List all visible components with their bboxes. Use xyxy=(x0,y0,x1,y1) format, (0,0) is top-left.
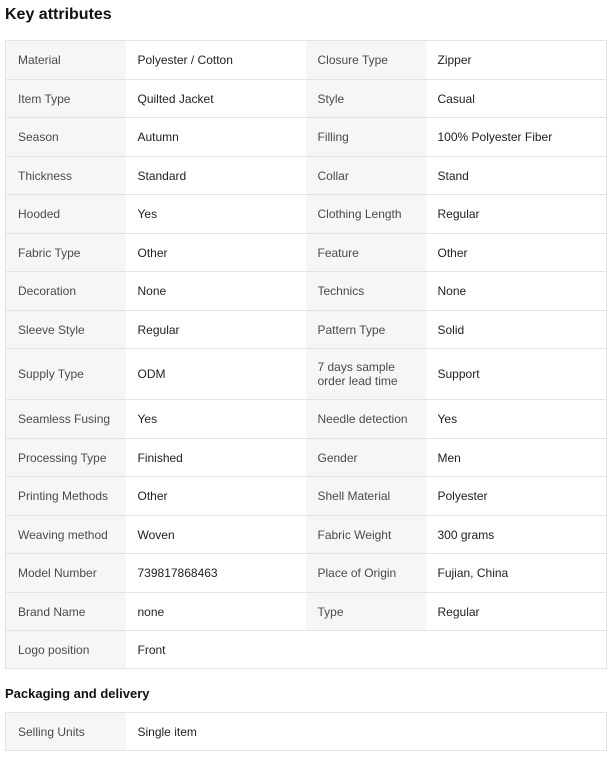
attribute-value: Men xyxy=(426,439,607,477)
attribute-value: 300 grams xyxy=(426,516,607,554)
empty-cell xyxy=(306,631,426,669)
attribute-label: Brand Name xyxy=(6,593,126,631)
attribute-value: Yes xyxy=(126,400,306,439)
packaging-rows xyxy=(6,713,607,751)
empty-cell xyxy=(426,713,607,751)
attribute-row xyxy=(6,272,607,311)
attribute-label: Weaving method xyxy=(6,516,126,554)
attribute-label: Selling Units xyxy=(6,713,126,751)
attribute-label: Sleeve Style xyxy=(6,311,126,349)
attribute-row xyxy=(6,439,607,477)
attribute-value: Regular xyxy=(426,593,607,631)
attribute-label: Pattern Type xyxy=(306,311,426,349)
attribute-label: 7 days sample order lead time xyxy=(306,349,426,400)
attribute-value: Front xyxy=(126,631,306,669)
attribute-label: Seamless Fusing xyxy=(6,400,126,439)
attribute-label: Shell Material xyxy=(306,477,426,516)
attribute-label: Processing Type xyxy=(6,439,126,477)
attribute-value: Single item xyxy=(126,713,306,751)
attribute-row xyxy=(6,593,607,631)
attribute-value: Other xyxy=(126,234,306,272)
attribute-value: 100% Polyester Fiber xyxy=(426,118,607,157)
attribute-label: Style xyxy=(306,80,426,118)
attribute-label: Model Number xyxy=(6,554,126,593)
attribute-label: Technics xyxy=(306,272,426,311)
attribute-value: Zipper xyxy=(426,41,607,80)
attribute-row xyxy=(6,118,607,157)
attribute-value: Other xyxy=(426,234,607,272)
empty-cell xyxy=(426,631,607,669)
attribute-label: Collar xyxy=(306,157,426,195)
attribute-label: Clothing Length xyxy=(306,195,426,234)
attribute-label: Feature xyxy=(306,234,426,272)
attribute-value: None xyxy=(426,272,607,311)
attribute-value: Casual xyxy=(426,80,607,118)
attribute-value: Autumn xyxy=(126,118,306,157)
attribute-label: Material xyxy=(6,41,126,80)
attribute-value: Fujian, China xyxy=(426,554,607,593)
attribute-row xyxy=(6,41,607,80)
attribute-value: Other xyxy=(126,477,306,516)
attribute-value: Polyester / Cotton xyxy=(126,41,306,80)
attribute-value: ODM xyxy=(126,349,306,400)
attribute-value: Standard xyxy=(126,157,306,195)
attribute-row xyxy=(6,400,607,439)
attribute-row xyxy=(6,349,607,400)
attribute-label: Fabric Type xyxy=(6,234,126,272)
attribute-row xyxy=(6,477,607,516)
attribute-value: None xyxy=(126,272,306,311)
attribute-label: Filling xyxy=(306,118,426,157)
attribute-label: Place of Origin xyxy=(306,554,426,593)
attribute-value: none xyxy=(126,593,306,631)
attribute-label: Closure Type xyxy=(306,41,426,80)
attribute-value: Support xyxy=(426,349,607,400)
attribute-row xyxy=(6,713,607,751)
attribute-value: Yes xyxy=(426,400,607,439)
attribute-value: Polyester xyxy=(426,477,607,516)
attribute-value: Yes xyxy=(126,195,306,234)
attribute-value: Regular xyxy=(126,311,306,349)
attribute-row xyxy=(6,554,607,593)
attribute-value: Quilted Jacket xyxy=(126,80,306,118)
attribute-row xyxy=(6,80,607,118)
attribute-label: Item Type xyxy=(6,80,126,118)
attribute-row xyxy=(6,195,607,234)
attribute-value: Solid xyxy=(426,311,607,349)
attribute-label: Fabric Weight xyxy=(306,516,426,554)
attribute-label: Needle detection xyxy=(306,400,426,439)
key-attributes-table xyxy=(5,40,607,669)
attribute-label: Logo position xyxy=(6,631,126,669)
empty-cell xyxy=(306,713,426,751)
attribute-label: Printing Methods xyxy=(6,477,126,516)
attribute-row xyxy=(6,516,607,554)
attribute-label: Gender xyxy=(306,439,426,477)
attribute-label: Thickness xyxy=(6,157,126,195)
attribute-row xyxy=(6,631,607,669)
attribute-value: 739817868463 xyxy=(126,554,306,593)
attribute-label: Supply Type xyxy=(6,349,126,400)
attribute-row xyxy=(6,234,607,272)
packaging-table xyxy=(5,712,607,751)
attribute-label: Hooded xyxy=(6,195,126,234)
attribute-value: Woven xyxy=(126,516,306,554)
attribute-label: Decoration xyxy=(6,272,126,311)
attribute-value: Stand xyxy=(426,157,607,195)
attribute-label: Type xyxy=(306,593,426,631)
attribute-row xyxy=(6,311,607,349)
attribute-value: Finished xyxy=(126,439,306,477)
attribute-value: Regular xyxy=(426,195,607,234)
key-attributes-rows xyxy=(6,41,607,669)
attribute-row xyxy=(6,157,607,195)
packaging-title: Packaging and delivery xyxy=(5,686,150,701)
attribute-label: Season xyxy=(6,118,126,157)
key-attributes-title: Key attributes xyxy=(5,6,112,23)
